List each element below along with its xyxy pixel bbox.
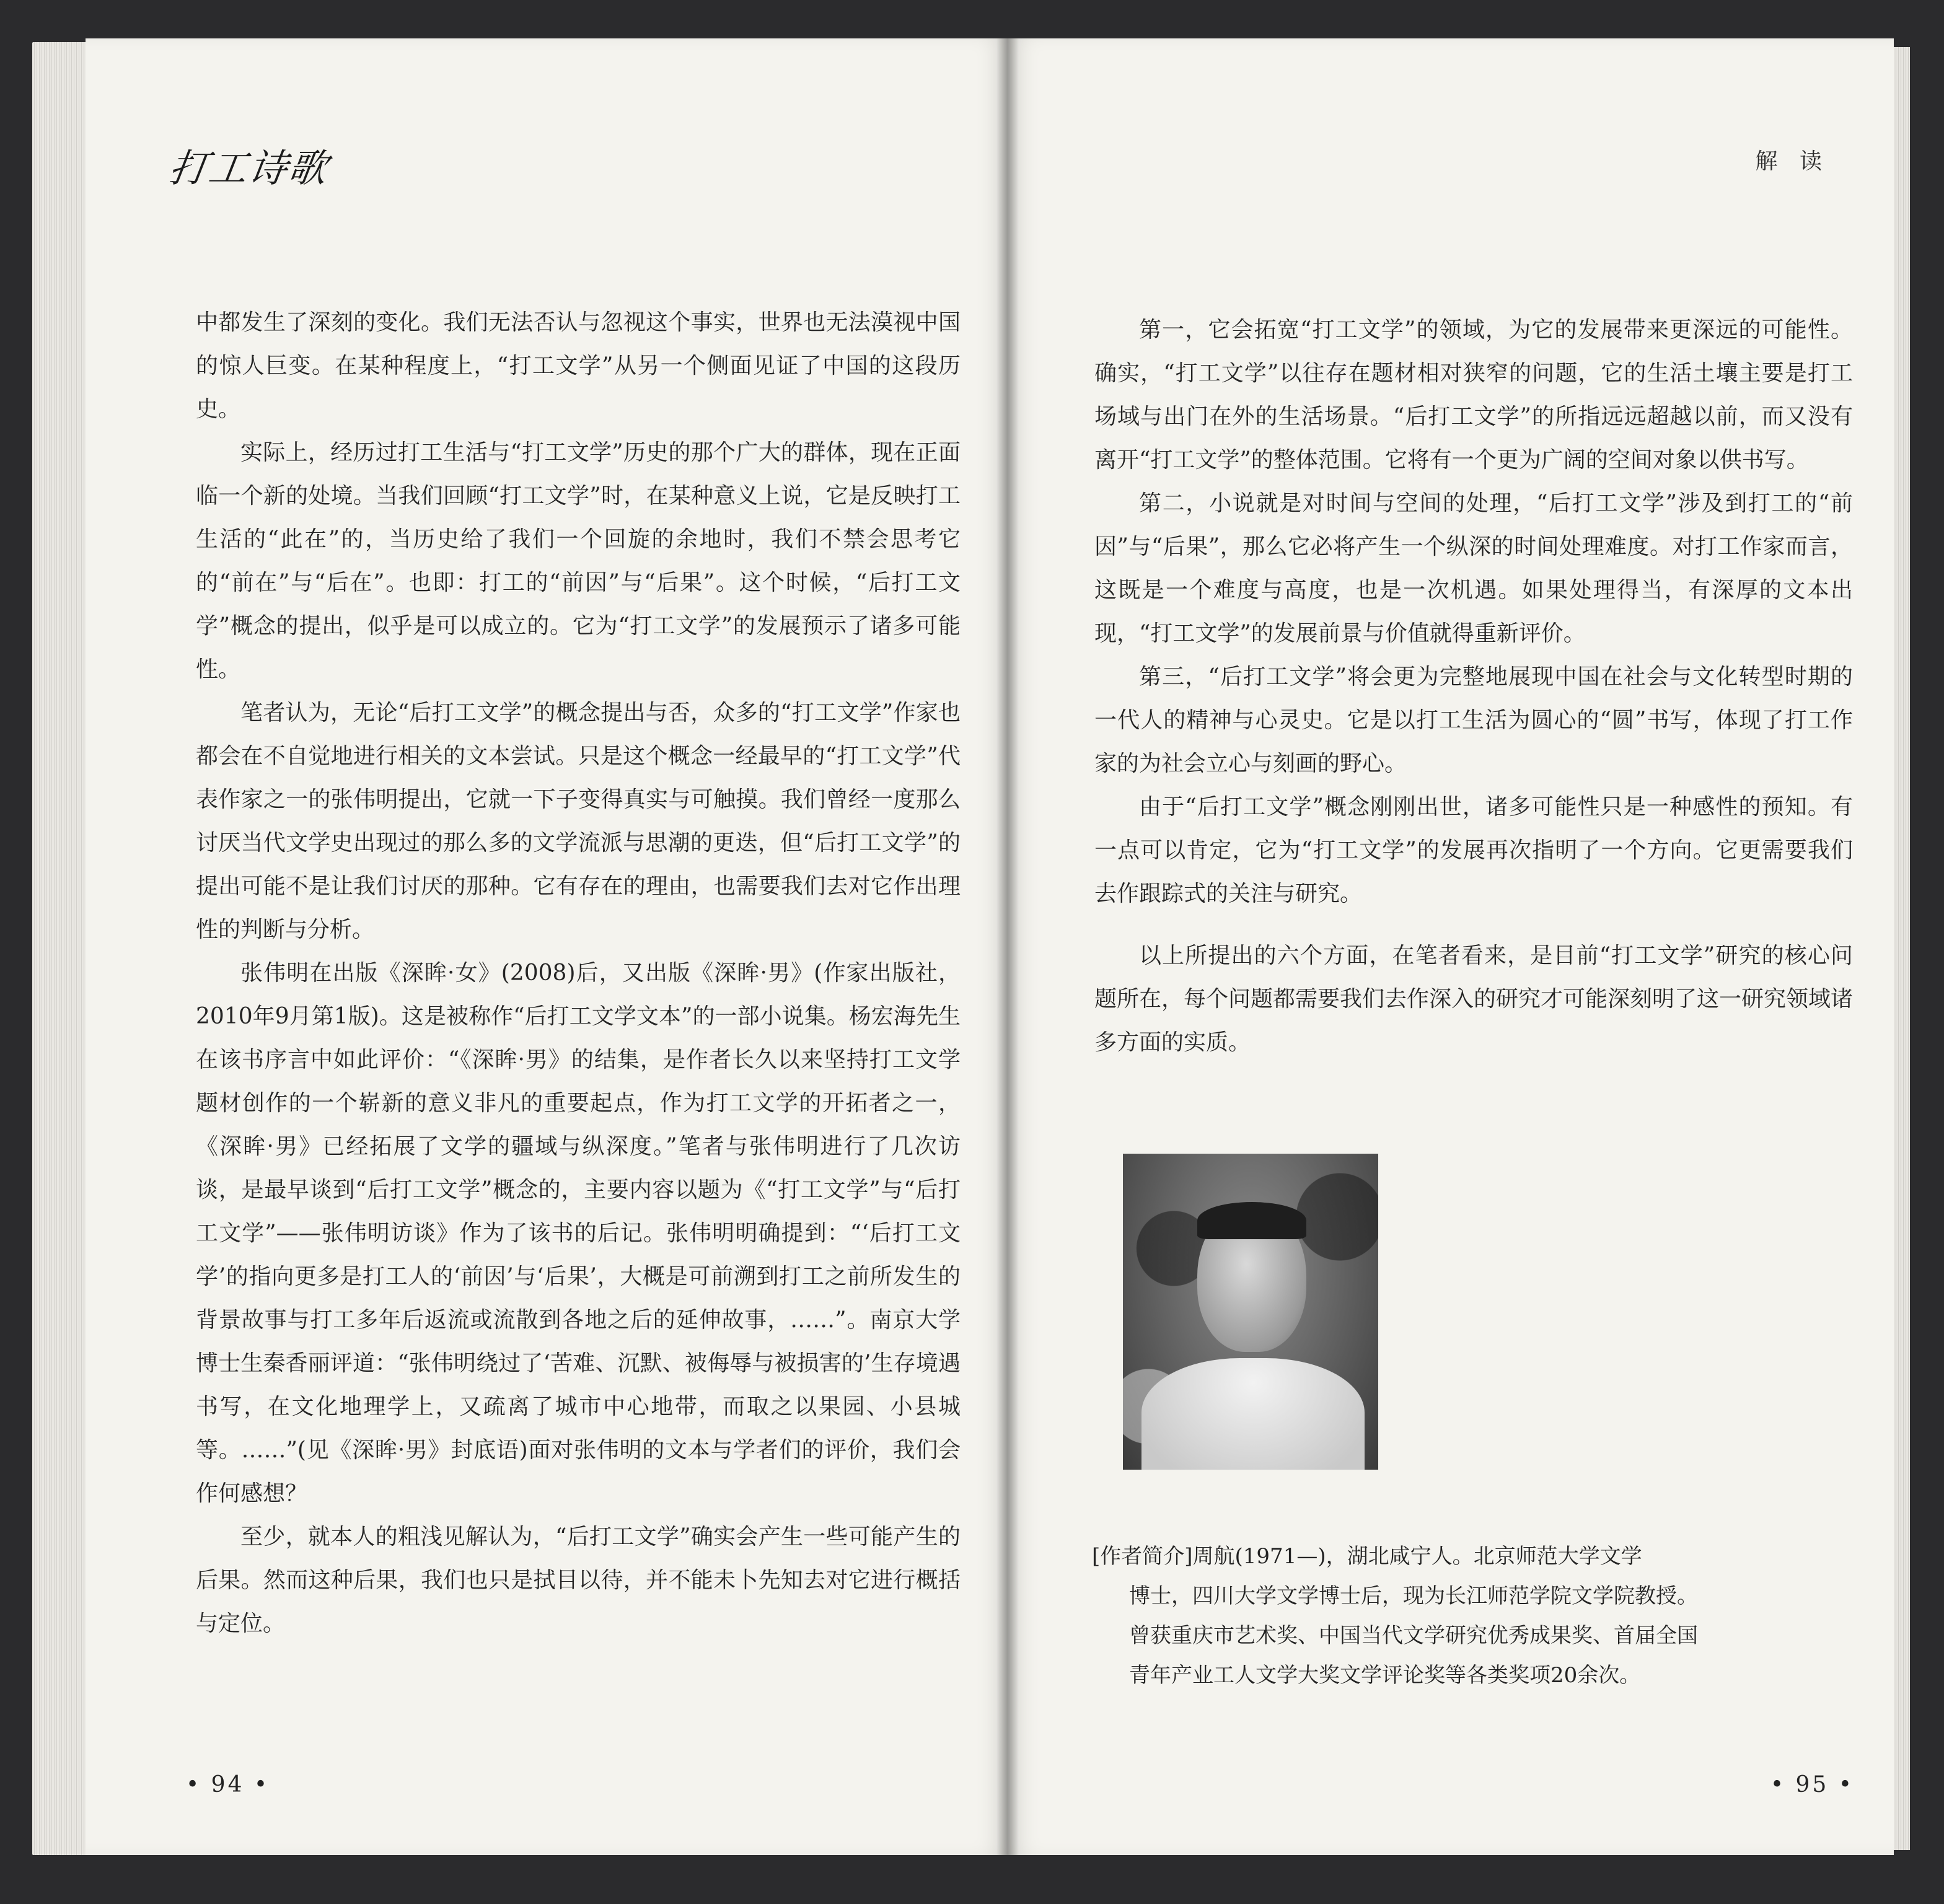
left-body-text	[196, 301, 961, 1646]
photo-shirt	[1141, 1358, 1365, 1470]
paragraph: 中都发生了深刻的变化。我们无法否认与忽视这个事实，世界也无法漠视中国的惊人巨变。在某种程度上，“打工文学”从另一个侧面见证了中国的这段历史。	[196, 310, 961, 422]
paragraph: 以上所提出的六个方面，在笔者看来，是目前“打工文学”研究的核心问题所在，每个问题都需要我们去作深入的研究才可能深刻明了这一研究领域诸多方面的实质。	[1094, 943, 1854, 1055]
paragraph: 实际上，经历过打工生活与“打工文学”历史的那个广大的群体，现在正面临一个新的处境。当我们回顾“打工文学”时，在某种意义上说，它是反映打工生活的“此在”的，当历史给了我们一个回旋的余地时，我们不禁会思考它的“前在”与“后在”。也即：打工的“前因”与“后果”。这个时候，“后打工文学”概念的提出，似乎是可以成立的。它为“打工文学”的发展预示了诸多可能性。	[196, 440, 961, 682]
paragraph: 第二，小说就是对时间与空间的处理，“后打工文学”涉及到打工的“前因”与“后果”，那么它必将产生一个纵深的时间处理难度。对打工作家而言，这既是一个难度与高度，也是一次机遇。如果处理得当，有深厚的文本出现，“打工文学”的发展前景与价值就得重新评价。	[1094, 491, 1853, 646]
page-number-right: • 95 •	[1770, 1772, 1854, 1797]
right-body-text	[1094, 309, 1853, 1064]
paragraph: 第三，“后打工文学”将会更为完整地展现中国在社会与文化转型时期的一代人的精神与心灵史。它是以打工生活为圆心的“圆”书写，体现了打工作家的为社会立心与刻画的野心。	[1094, 664, 1853, 776]
author-bio-line: 青年产业工人文学大奖文学评论奖等各类奖项20余次。	[1129, 1663, 1641, 1688]
author-bio-line: 曾获重庆市艺术奖、中国当代文学研究优秀成果奖、首届全国	[1129, 1623, 1698, 1648]
header-logo-calligraphy: 打工诗歌	[166, 146, 332, 191]
book-gutter	[996, 38, 1019, 1855]
running-head: 解 读	[1755, 149, 1829, 174]
photo-hair	[1197, 1202, 1306, 1239]
paragraph: 笔者认为，无论“后打工文学”的概念提出与否，众多的“打工文学”作家也都会在不自觉地进行相关的文本尝试。只是这个概念一经最早的“打工文学”代表作家之一的张伟明提出，它就一下子变得真实与可触摸。我们曾经一度那么讨厌当代文学史出现过的那么多的文学流派与思潮的更迭，但“后打工文学”的提出可能不是让我们讨厌的那种。它有存在的理由，也需要我们去对它作出理性的判断与分析。	[196, 700, 961, 942]
page-edges-right	[1894, 47, 1910, 1850]
page-edges-left	[32, 42, 88, 1855]
right-page	[1008, 38, 1894, 1855]
open-book	[32, 38, 1910, 1860]
paragraph: 至少，就本人的粗浅见解认为，“后打工文学”确实会产生一些可能产生的后果。然而这种后果，我们也只是拭目以待，并不能未卜先知去对它进行概括与定位。	[196, 1524, 961, 1636]
author-photo	[1123, 1154, 1378, 1470]
left-page	[86, 38, 1008, 1855]
paragraph: 由于“后打工文学”概念刚刚出世，诸多可能性只是一种感性的预知。有一点可以肯定，它为“打工文学”的发展再次指明了一个方向。它更需要我们去作跟踪式的关注与研究。	[1094, 794, 1853, 906]
author-bio-line: [作者简介]周航(1971—)，湖北咸宁人。北京师范大学文学	[1092, 1544, 1642, 1569]
page-number-left: • 94 •	[186, 1772, 270, 1797]
paragraph: 第一，它会拓宽“打工文学”的领域，为它的发展带来更深远的可能性。确实，“打工文学”以往存在题材相对狭窄的问题，它的生活土壤主要是打工场域与出门在外的生活场景。“后打工文学”的所指远远超越以前，而又没有离开“打工文学”的整体范围。它将有一个更为广阔的空间对象以供书写。	[1094, 317, 1853, 473]
author-bio-caption	[1092, 1537, 1774, 1695]
paragraph: 张伟明在出版《深眸·女》(2008)后，又出版《深眸·男》(作家出版社，2010年9月第1版)。这是被称作“后打工文学文本”的一部小说集。杨宏海先生在该书序言中如此评价：“《深眸·男》的结集，是作者长久以来坚持打工文学题材创作的一个崭新的意义非凡的重要起点，作为打工文学的开拓者之一，《深眸·男》已经拓展了文学的疆域与纵深度。”笔者与张伟明进行了几次访谈，是最早谈到“后打工文学”概念的，主要内容以题为《“打工文学”与“后打工文学”——张伟明访谈》作为了该书的后记。张伟明明确提到：“‘后打工文学’的指向更多是打工人的‘前因’与‘后果’，大概是可前溯到打工之前所发生的背景故事与打工多年后返流或流散到各地之后的延伸故事，……”。南京大学博士生秦香丽评道：“张伟明绕过了‘苦难、沉默、被侮辱与被损害的’生存境遇书写，在文化地理学上，又疏离了城市中心地带，而取之以果园、小县城等。……”(见《深眸·男》封底语)面对张伟明的文本与学者们的评价，我们会作何感想？	[196, 960, 961, 1506]
author-bio-line: 博士，四川大学文学博士后，现为长江师范学院文学院教授。	[1129, 1584, 1698, 1608]
